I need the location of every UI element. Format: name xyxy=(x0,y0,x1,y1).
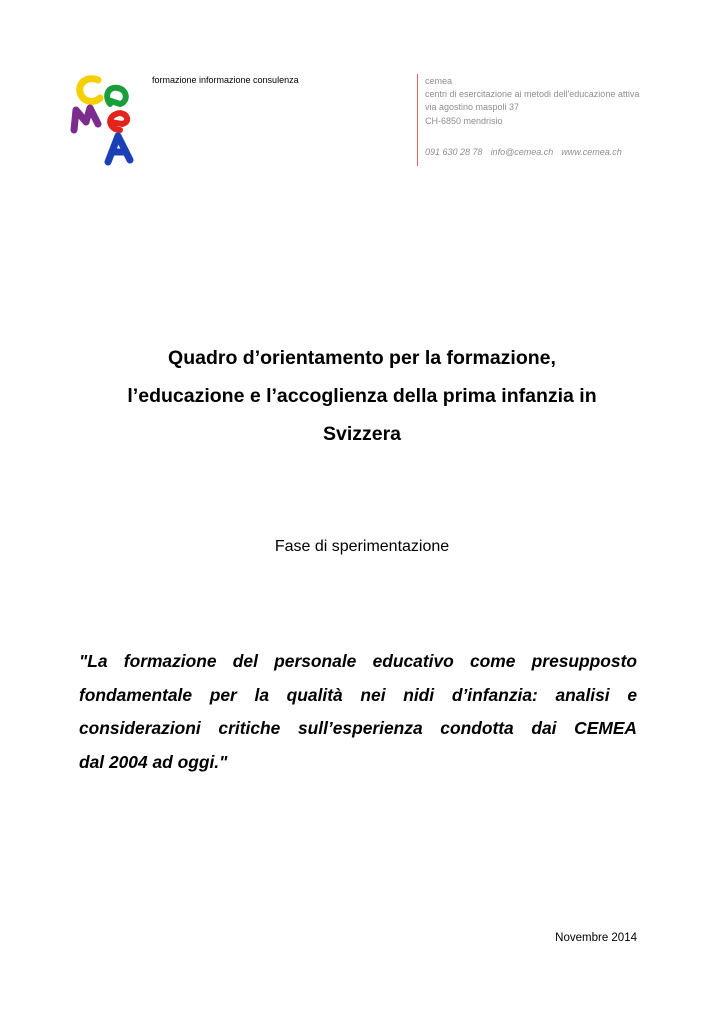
document-date: Novembre 2014 xyxy=(555,932,637,944)
org-full-name: centri di esercitazione ai metodi dell'educazione attiva xyxy=(425,89,640,100)
title-line-2: l’educazione e l’accoglienza della prima infanzia in xyxy=(127,385,597,407)
header-divider xyxy=(417,74,418,166)
address-street: via agostino maspoli 37 xyxy=(425,102,520,113)
phone-number: 091 630 28 78 xyxy=(425,146,483,157)
title-line-3: Svizzera xyxy=(322,423,402,445)
document-subtitle: Fase di sperimentazione xyxy=(274,538,450,555)
quote-line-3: considerazioni critiche sull’esperienza condotta dai CEMEA xyxy=(79,718,637,739)
document-quote xyxy=(79,645,637,779)
cemea-logo xyxy=(70,74,140,166)
contact-links xyxy=(425,146,639,159)
website-link[interactable]: www.cemea.ch xyxy=(561,146,622,157)
org-name: cemea xyxy=(425,76,453,86)
email-link[interactable]: info@cemea.ch xyxy=(490,146,554,157)
title-line-1: Quadro d’orientamento per la formazione, xyxy=(168,347,556,369)
contact-block xyxy=(425,75,639,159)
header-tagline: formazione informazione consulenza xyxy=(152,75,299,85)
address-city: CH-6850 mendrisio xyxy=(425,115,503,126)
quote-line-4: dal 2004 ad oggi." xyxy=(79,751,228,772)
document-title xyxy=(60,339,664,453)
quote-line-1: "La formazione del personale educativo come presupposto xyxy=(79,651,637,671)
quote-line-2: fondamentale per la qualità nei nidi d’infanzia: analisi e xyxy=(79,684,637,705)
